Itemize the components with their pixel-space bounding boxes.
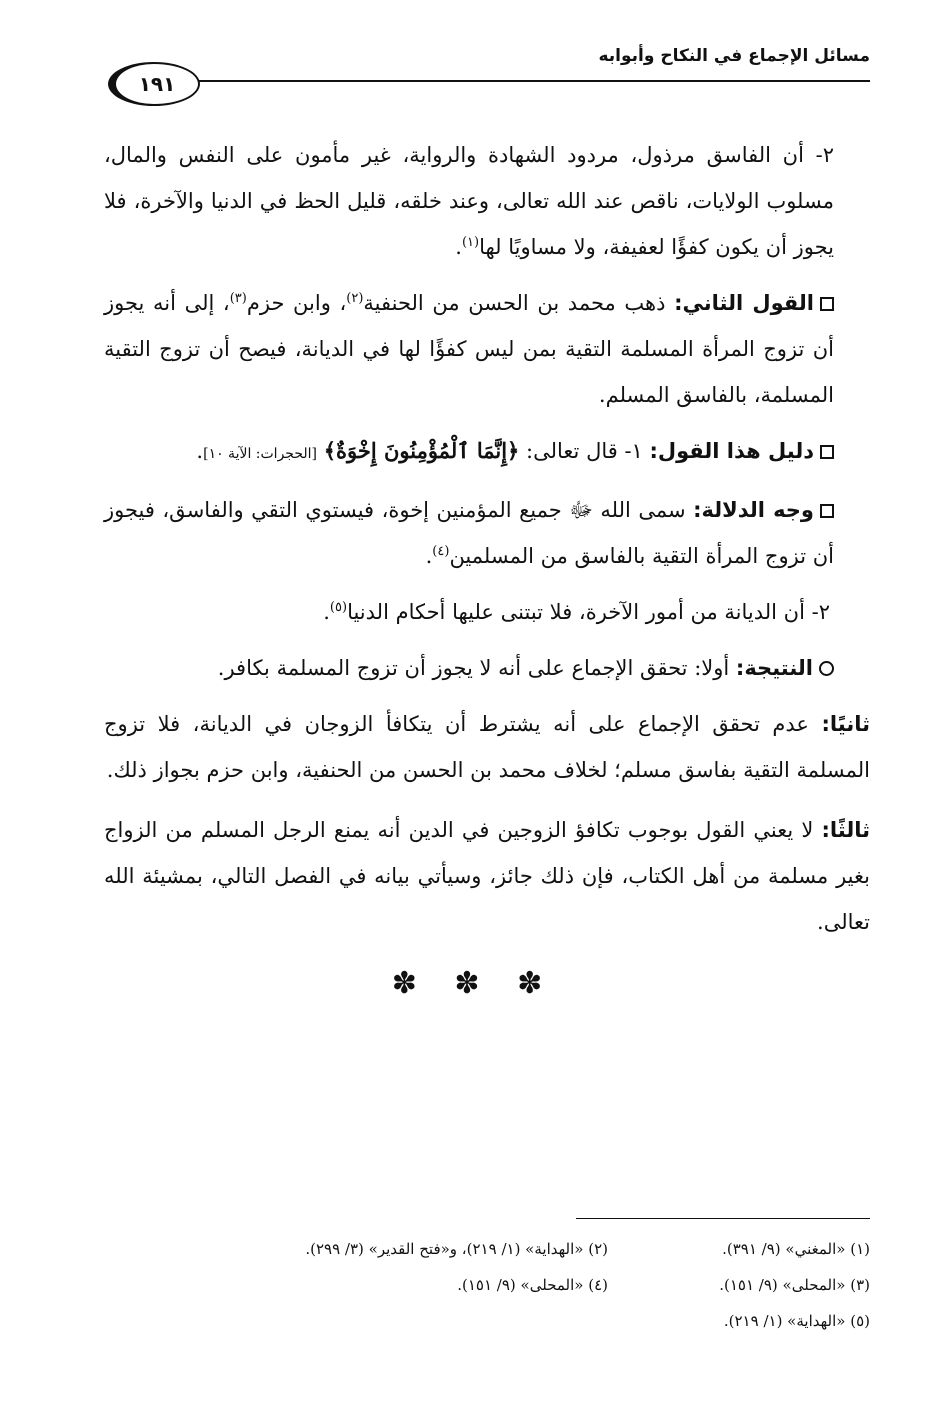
- paragraph-fasiq-reason: ٢- أن الفاسق مرذول، مردود الشهادة والرواية، غير مأمون على النفس والمال، مسلوب الولايات، ناقص عند الله تعالى، وعند خلقه، قليل الحظ في الدنيا والآخرة، فلا يجوز أن يكون كفؤًا لعفيفة، ولا مساويًا لها$^{(١)}$.: [104, 143, 834, 259]
- circle-bullet-icon: [819, 661, 834, 676]
- footnote-5: (٥) «الهداية» (١/ ٢١٩).: [723, 1312, 870, 1330]
- footnote-ref-1[interactable]: (١): [461, 235, 480, 250]
- paragraph-result: [104, 645, 870, 691]
- footnote-4: (٤) «المحلى» (٩/ ١٥١).: [457, 1276, 608, 1294]
- quran-verse: ﴿إِنَّمَا ٱلْمُؤْمِنُونَ إِخْوَةٌ﴾: [323, 438, 520, 463]
- paragraph-text: عدم تحقق الإجماع على أنه يشترط أن يتكافأ الزوجان في الديانة، فلا تزوج المسلمة التقية بفاسق مسلم؛ لخلاف محمد بن الحسن من الحنفية، وابن حزم بجواز ذلك.: [104, 712, 870, 782]
- paragraph-text: ، إلى أنه يجوز أن تزوج المرأة المسلمة التقية بمن ليس كفؤًا لها في الديانة، فيصح أن تزوج التقية المسلمة، بالفاسق المسلم.: [104, 291, 834, 407]
- paragraph-text: ٢- أن الديانة من أمور الآخرة، فلا تبتنى عليها أحكام الدنيا: [347, 600, 830, 624]
- square-bullet-icon: [820, 297, 834, 311]
- section-label: القول الثاني:: [674, 291, 814, 315]
- paragraph-text: ١- قال تعالى:: [526, 439, 643, 463]
- paragraph-text: ، وابن حزم: [246, 291, 347, 315]
- paragraph-text: ٢- أن الفاسق مرذول، مردود الشهادة والرواية، غير مأمون على النفس والمال، مسلوب الولايات، ناقص عند الله تعالى، وعند خلقه، قليل الحظ في الدنيا والآخرة، فلا يجوز أن يكون كفؤًا لعفيفة، ولا مساويًا لها: [104, 143, 834, 259]
- header-rule: [190, 80, 870, 82]
- paragraph-text: ذهب محمد بن الحسن من الحنفية: [363, 291, 666, 315]
- square-bullet-icon: [820, 445, 834, 459]
- section-label: ثانيًا:: [821, 712, 870, 736]
- paragraph-text: أولا: تحقق الإجماع على أنه لا يجوز أن تزوج المسلمة بكافر.: [217, 656, 730, 680]
- footnote-2: (٢) «الهداية» (١/ ٢١٩)، و«فتح القدير» (٣/ ٢٩٩).: [305, 1240, 608, 1258]
- footnote-3: (٣) «المحلى» (٩/ ١٥١).: [719, 1276, 870, 1294]
- footnote-1: (١) «المغني» (٩/ ٣٩١).: [722, 1240, 870, 1258]
- section-label: دليل هذا القول:: [649, 439, 814, 463]
- section-label: ثالثًا:: [821, 818, 870, 842]
- paragraph-text: سمى الله ﷻ جميع المؤمنين إخوة، فيستوي التقي والفاسق، فيجوز أن تزوج المرأة التقية بالفاسق من المسلمين: [104, 498, 834, 568]
- footnote-ref-5[interactable]: (٥): [329, 600, 348, 615]
- footnote-separator: [576, 1218, 870, 1219]
- square-bullet-icon: [820, 504, 834, 518]
- section-label: النتيجة:: [735, 656, 813, 680]
- paragraph-text: لا يعني القول بوجوب تكافؤ الزوجين في الدين أنه يمنع الرجل المسلم من الزواج بغير مسلمة من أهل الكتاب، فإن ذلك جائز، وسيأتي بيانه في الفصل التالي، بمشيئة الله تعالى.: [104, 818, 870, 934]
- page-number-badge: [108, 62, 200, 106]
- footnote-ref-4[interactable]: (٤): [432, 544, 450, 559]
- footnote-ref-3[interactable]: (٣): [229, 291, 247, 306]
- section-label: وجه الدلالة:: [693, 498, 814, 522]
- running-header-title: مسائل الإجماع في النكاح وأبوابه: [598, 46, 870, 66]
- verse-citation: [الحجرات: الآية ١٠]: [203, 446, 317, 462]
- footnote-ref-2[interactable]: (٢): [346, 291, 364, 306]
- main-text: [104, 132, 870, 955]
- section-end-ornament: ✽ ✽ ✽: [391, 966, 557, 1001]
- paragraph-second-evidence: ٢- أن الديانة من أمور الآخرة، فلا تبتنى عليها أحكام الدنيا$^{(٥)}$.: [323, 600, 830, 624]
- paragraph-evidence: دليل هذا القول: ١- قال تعالى: ﴿إِنَّمَا ٱلْمُؤْمِنُونَ إِخْوَةٌ﴾ [الحجرات: الآية ١٠].: [104, 428, 870, 477]
- paragraph-third-result: [104, 807, 870, 945]
- page-number: ١٩١: [138, 72, 176, 96]
- paragraph-second-result: [104, 701, 870, 793]
- paragraph-second-opinion: [104, 280, 870, 418]
- paragraph-indication: وجه الدلالة: سمى الله ﷻ جميع المؤمنين إخوة، فيستوي التقي والفاسق، فيجوز أن تزوج المرأة التقية بالفاسق من المسلمين$^{(٤)}$.: [104, 498, 834, 568]
